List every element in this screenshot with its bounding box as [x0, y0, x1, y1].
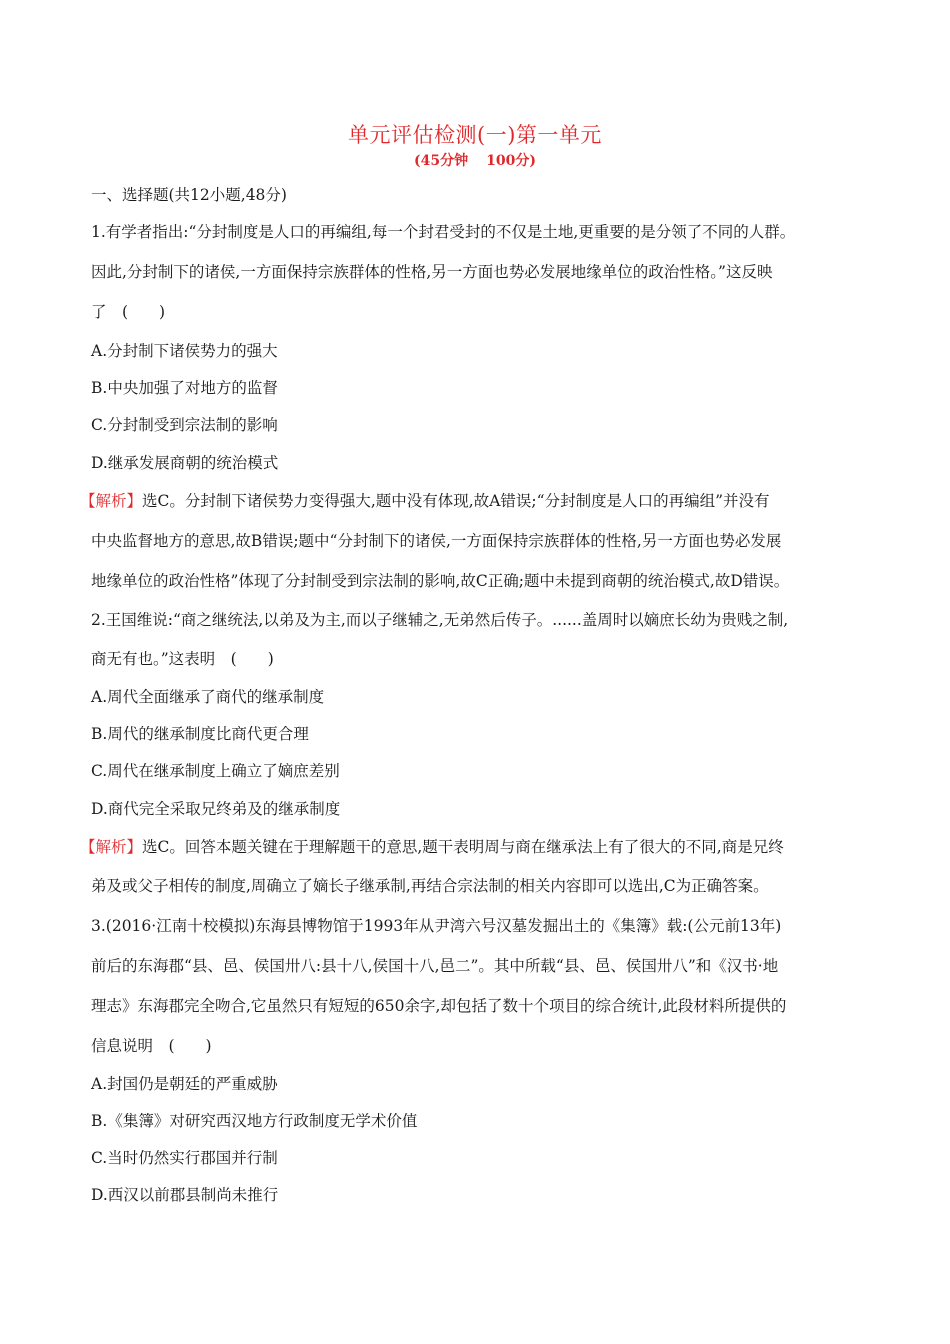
- question-1-analysis-line-3: 地缘单位的政治性格”体现了分封制受到宗法制的影响,故C正确;题中未提到商朝的统治模式,故D错误。: [91, 572, 790, 590]
- question-1-stem-line-2: 因此,分封制下的诸侯,一方面保持宗族群体的性格,另一方面也势必发展地缘单位的政治性格。”这反映: [91, 263, 773, 281]
- analysis-tag: 【解析】: [80, 838, 143, 856]
- question-2-option-b: B.周代的继承制度比商代更合理: [91, 725, 309, 743]
- question-2-analysis-line-2: 弟及或父子相传的制度,周确立了嫡长子继承制,再结合宗法制的相关内容即可以选出,C为正确答案。: [91, 877, 769, 895]
- analysis-tag: 【解析】: [80, 492, 143, 510]
- question-3-option-a: A.封国仍是朝廷的严重威胁: [91, 1075, 278, 1093]
- question-1-analysis-line-2: 中央监督地方的意思,故B错误;题中“分封制下的诸侯,一方面保持宗族群体的性格,另一方面也势必发展: [91, 532, 782, 550]
- question-1-option-a: A.分封制下诸侯势力的强大: [91, 342, 278, 360]
- exam-score: 100分): [486, 153, 536, 169]
- question-2-option-c: C.周代在继承制度上确立了嫡庶差别: [91, 762, 340, 780]
- question-2-analysis-line-1: 【解析】选C。回答本题关键在于理解题干的意思,题干表明周与商在继承法上有了很大的不同,商是兄终: [80, 838, 784, 856]
- exam-time: (45分钟: [414, 153, 469, 169]
- document-title: 单元评估检测(一)第一单元: [348, 123, 602, 147]
- question-3-stem-line-1: 3.(2016·江南十校模拟)东海县博物馆于1993年从尹湾六号汉墓发掘出土的《集簿》载:(公元前13年): [91, 917, 782, 935]
- section-heading: 一、选择题(共12小题,48分): [91, 186, 287, 204]
- question-2-option-a: A.周代全面继承了商代的继承制度: [91, 688, 325, 706]
- question-1-analysis-line-1: 【解析】选C。分封制下诸侯势力变得强大,题中没有体现,故A错误;“分封制度是人口的再编组”并没有: [80, 492, 770, 510]
- question-3-stem-line-2: 前后的东海郡“县、邑、侯国卅八:县十八,侯国十八,邑二”。其中所载“县、邑、侯国卅八”和《汉书·地: [91, 957, 779, 975]
- question-2-option-d: D.商代完全采取兄终弟及的继承制度: [91, 800, 341, 818]
- question-1-option-d: D.继承发展商朝的统治模式: [91, 454, 279, 472]
- question-1-option-c: C.分封制受到宗法制的影响: [91, 416, 278, 434]
- question-3-stem-line-3: 理志》东海郡完全吻合,它虽然只有短短的650余字,却包括了数十个项目的综合统计,此段材料所提供的: [91, 997, 787, 1015]
- exam-info: [0, 151, 950, 171]
- question-3-option-c: C.当时仍然实行郡国并行制: [91, 1149, 278, 1167]
- question-2-stem-line-2: 商无有也。”这表明 ( ): [91, 650, 274, 668]
- question-3-stem-line-4: 信息说明 ( ): [91, 1037, 212, 1055]
- question-1-option-b: B.中央加强了对地方的监督: [91, 379, 278, 397]
- question-3-option-d: D.西汉以前郡县制尚未推行: [91, 1186, 279, 1204]
- question-3-option-b: B.《集簿》对研究西汉地方行政制度无学术价值: [91, 1112, 418, 1130]
- question-2-stem-line-1: 2.王国维说:“商之继统法,以弟及为主,而以子继辅之,无弟然后传子。......盖周时以嫡庶长幼为贵贱之制,: [91, 611, 789, 629]
- question-1-stem-line-1: 1.有学者指出:“分封制度是人口的再编组,每一个封君受封的不仅是土地,更重要的是分领了不同的人群。: [91, 223, 796, 241]
- question-1-stem-line-3: 了 ( ): [91, 303, 166, 321]
